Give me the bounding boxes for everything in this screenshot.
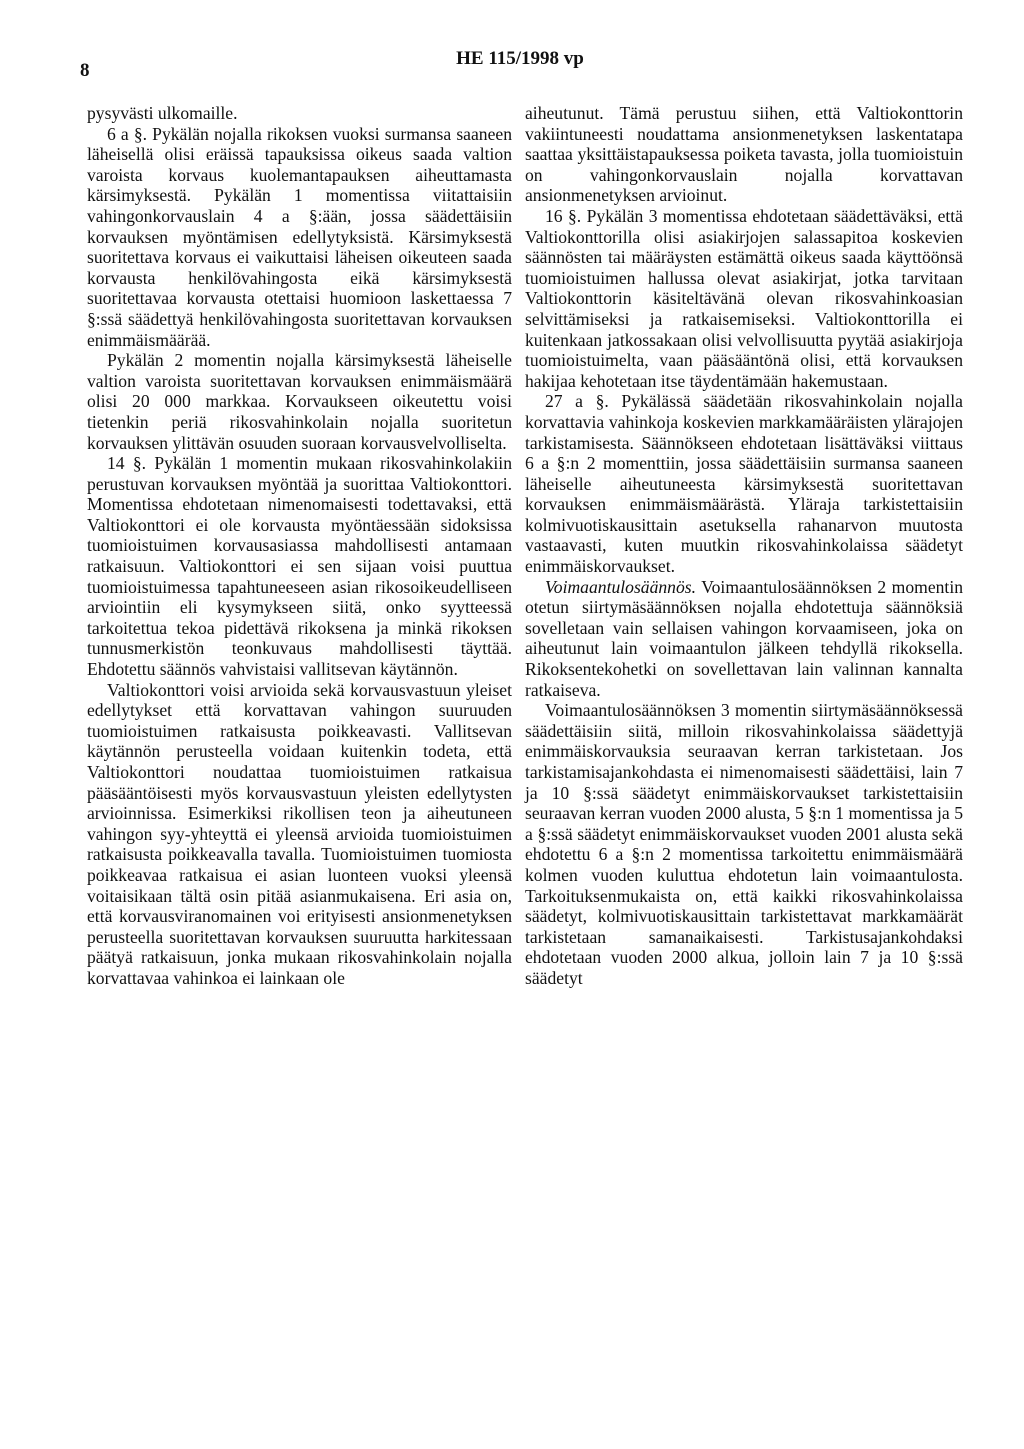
voimaantulo-body: Voimaantulosäännöksen 2 momentin otetun siirtymäsäännöksen nojalla ehdotettuja säännöksiä sovelletaan vain sellaisen vahingon korvaamiseen, joka on aiheutunut lain voimaantulon jälkeen tehdyllä rikoksella. Rikoksentekohetki on sovellettavan lain valinnan kannalta ratkaiseva.	[525, 576, 963, 700]
page-number: 8	[80, 60, 90, 81]
paragraph-voimaantulo-3: Voimaantulosäännöksen 3 momentin siirtymäsäännöksessä säädettäisiin siitä, milloin rikosvahinkolaissa säädettyjä enimmäiskorvauksia seuraavan kerran tarkistetaan. Jos tarkistamisajankohdasta ei nimenomaisesti säädettäisi, lain 7 ja 10 §:ssä säädetyt enimmäiskorvaukset tarkistettaisiin seuraavan kerran vuoden 2000 alusta, 5 §:n 1 momentissa ja 5 a §:ssä säädetyt enimmäiskorvaukset vuoden 2001 alusta sekä ehdotettu 6 a §:n 2 momentissa tarkoitettu enimmäismäärä kolmen vuoden kuluttua ehdotetun lain voimaantulosta. Tarkoituksenmukaista on, että kaikki rikosvahinkolaissa säädetyt, kolmivuotiskausittain tarkistettavat markkamäärät tarkistetaan samanaikaisesti. Tarkistusajankohdaksi ehdotetaan vuoden 2000 alkua, jolloin lain 7 ja 10 §:ssä säädetyt	[525, 700, 963, 988]
paragraph-27a: 27 a §. Pykälässä säädetään rikosvahinkolain nojalla korvattavia vahinkoja koskevien markkamääräisten ylärajojen tarkistamisesta. Säännökseen ehdotetaan lisättäväksi viittaus 6 a §:n 2 momenttiin, jossa säädettäisiin surmansa saaneen läheiselle aiheutuneesta kärsimyksestä suoritettavan korvauksen enimmäismäärästä. Yläraja tarkistettaisiin kolmivuotiskausittain asetuksella rahanarvon muutosta vastaavasti, kuten muutkin rikosvahinkolaissa säädetyt enimmäiskorvaukset.	[525, 391, 963, 577]
paragraph-continuation: pysyvästi ulkomaille.	[87, 103, 238, 123]
paragraph-voimaantulo	[525, 577, 963, 701]
right-column	[525, 103, 963, 989]
voimaantulo-heading: Voimaantulosäännös.	[545, 576, 697, 597]
paragraph-6a: 6 a §. Pykälän nojalla rikoksen vuoksi surmansa saaneen läheisellä olisi eräissä tapauksissa oikeus saada valtion varoista korvaus kuolemantapauksen aiheuttamasta kärsimyksestä. Pykälän 1 momentissa viitattaisiin vahingonkorvauslain 4 a §:ään, jossa säädettäisiin korvauksen myöntämisen edellytyksistä. Kärsimyksestä suoritettava korvaus ei vaikuttaisi läheisen oikeuteen saada korvausta henkilövahingosta eikä kärsimyksestä suoritettavaa korvausta otettaisi huomioon laskettaessa 7 §:ssä säädettyä henkilövahingosta suoritettavan korvauksen enimmäismäärää.	[87, 123, 512, 350]
left-column	[87, 103, 512, 989]
paragraph-14: 14 §. Pykälän 1 momentin mukaan rikosvahinkolakiin perustuvan korvauksen myöntää ja suorittaa Valtiokonttori. Momentissa ehdotetaan nimenomaisesti todettavaksi, että Valtiokonttori ei ole korvausta myöntäessään sidoksissa tuomioistuimen korvausasiassa mahdollisesti antamaan ratkaisuun. Valtiokonttori ei sen sijaan voisi puuttua tuomioistuimessa tapahtuneeseen asian rikosoikeudelliseen arviointiin eli kysymykseen siitä, onko syytteessä tarkoitettua tekoa pidettävä rikoksena ja minkä rikoksen tunnusmerkistön teonkuvaus mahdollisesti täyttää. Ehdotettu säännös vahvistaisi vallitsevan käytännön.	[87, 453, 512, 680]
running-head: HE 115/1998 vp	[456, 48, 584, 69]
paragraph-valtiokonttori: Valtiokonttori voisi arvioida sekä korvausvastuun yleiset edellytykset että korvattavan vahingon suuruuden tuomioistuimen ratkaisusta poikkeavasti. Vallitsevan käytännön perusteella voidaan kuitenkin todeta, että Valtiokonttori noudattaa tuomioistuimen ratkaisua pääsääntöisesti myös korvausvastuun yleisten edellytysten arvioinnissa. Esimerkiksi rikollisen teon ja aiheutuneen vahingon syy-yhteyttä ei yleensä arvioida tuomioistuimen ratkaisusta poikkeavalla tavalla. Tuomioistuimen tuomiosta poikkeavaa ratkaisua ei asian luonteen vuoksi yleensä voitaisikaan tältä osin pitää asianmukaisena. Eri asia on, että korvausviranomainen voi erityisesti ansionmenetyksen perusteella suoritettavan korvauksen suuruutta harkitessaan päätyä ratkaisuun, jonka mukaan rikosvahinkolain nojalla korvattavaa vahinkoa ei lainkaan ole	[87, 679, 512, 988]
paragraph-continuation-right: aiheutunut. Tämä perustuu siihen, että Valtiokonttorin vakiintuneesti noudattama ansionmenetyksen laskentatapa saattaa yksittäistapauksessa poiketa tavasta, jolla tuomioistuin on vahingonkorvauslain nojalla korvattavan ansionmenetyksen arvioinut.	[525, 103, 963, 206]
paragraph-6a-moment-2: Pykälän 2 momentin nojalla kärsimyksestä läheiselle valtion varoista suoritettavan korvauksen enimmäismäärä olisi 20 000 markkaa. Korvaukseen oikeutettu voisi tietenkin periä rikosvahinkolain nojalla suoritetun korvauksen ylittävän osuuden suoraan korvausvelvolliselta.	[87, 350, 512, 453]
paragraph-16: 16 §. Pykälän 3 momentissa ehdotetaan säädettäväksi, että Valtiokonttorilla olisi asiakirjojen salassapitoa koskevien säännösten tai määräysten estämättä oikeus saada käyttöönsä tuomioistuimen hallussa olevat asiakirjat, jotka tarvitaan Valtiokonttorin käsiteltävänä olevan rikosvahinkoasian selvittämiseksi ja ratkaisemiseksi. Valtiokonttorilla ei kuitenkaan jatkossakaan olisi velvollisuutta pyytää asiakirjoja tuomioistuimelta, vaan pääsääntönä olisi, että korvauksen hakijaa kehotetaan itse täydentämään hakemustaan.	[525, 205, 963, 391]
